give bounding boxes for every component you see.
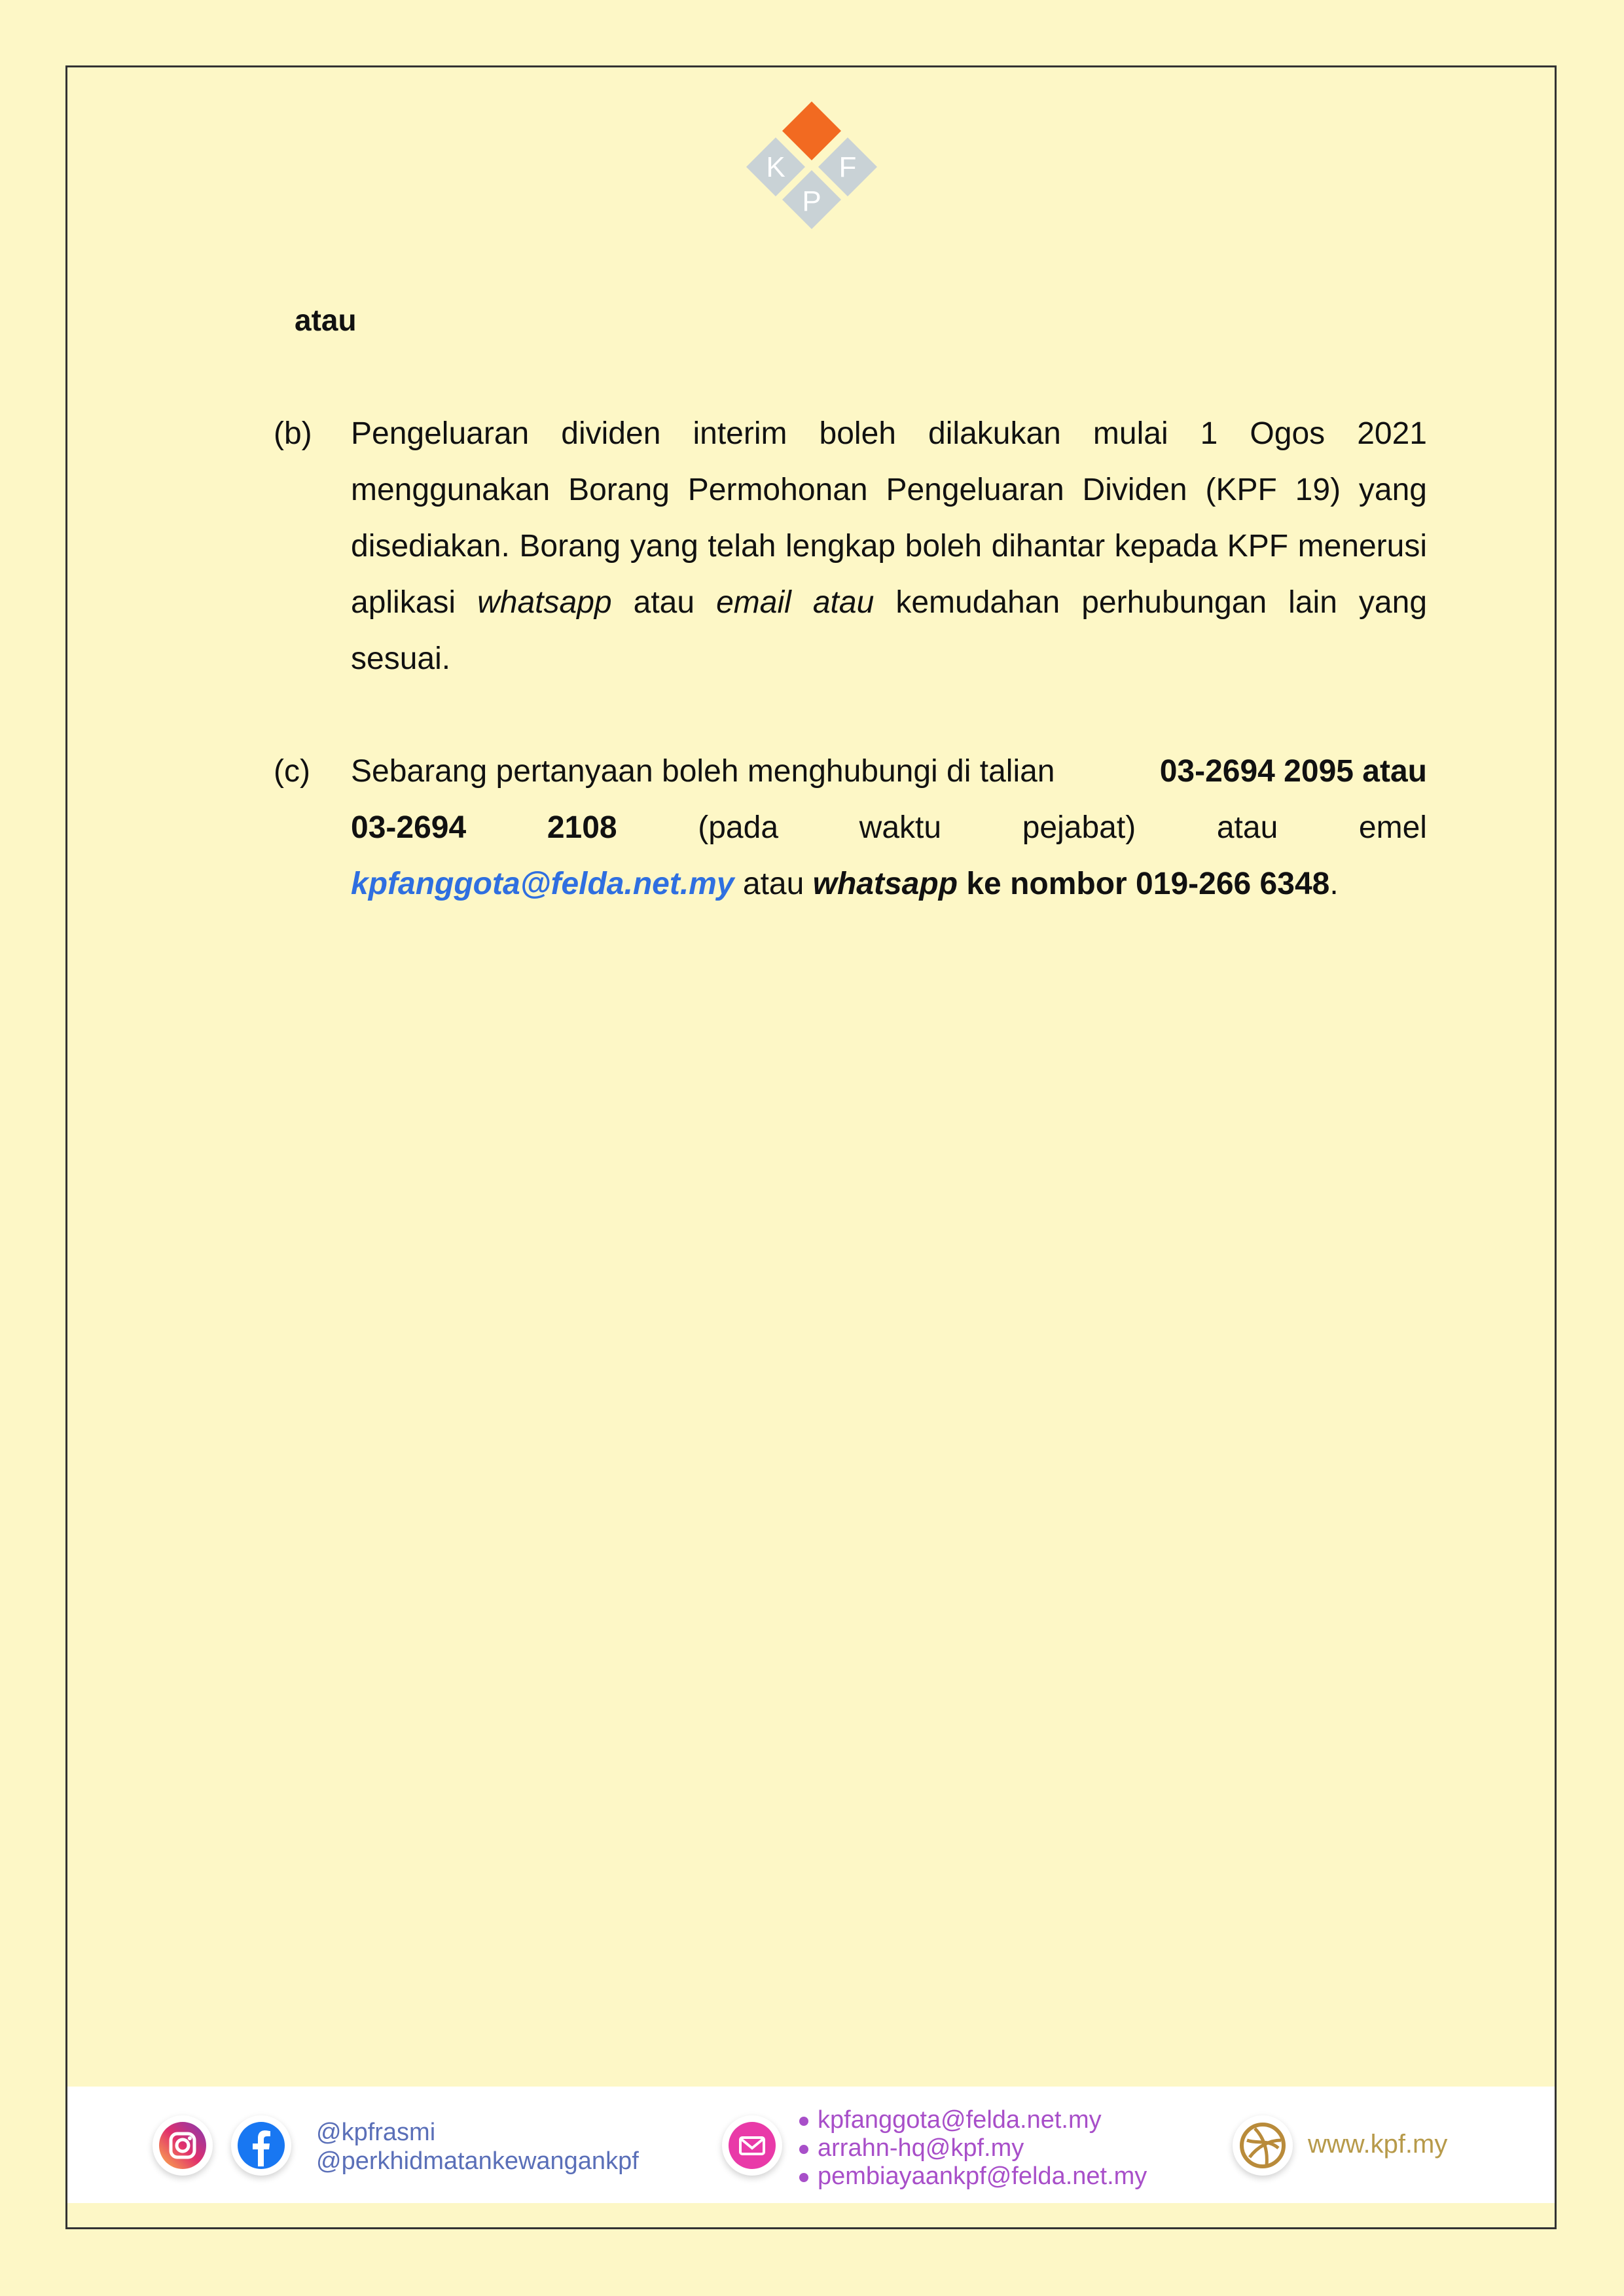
svg-text:F: F bbox=[839, 151, 857, 183]
item-c-line-1: Sebarang pertanyaan boleh menghubungi di talian 03-2694 2095 atau bbox=[351, 754, 1427, 789]
instagram-handle[interactable]: @kpfrasmi bbox=[316, 2119, 436, 2146]
email-list-item[interactable]: arrahn-hq@kpf.my bbox=[799, 2134, 1147, 2162]
kpf-logo bbox=[736, 98, 887, 239]
item-marker: (b) bbox=[274, 416, 312, 451]
social-handles bbox=[316, 2118, 639, 2176]
item-marker: (c) bbox=[274, 754, 310, 789]
website-icon[interactable] bbox=[1233, 2115, 1293, 2176]
email-list bbox=[799, 2106, 1147, 2191]
item-b-text: Pengeluaran dividen interim boleh dilakukan mulai 1 Ogos 2021 menggunakan Borang Permohonan Pengeluaran Dividen (KPF 19) yang disediakan. Borang yang telah lengkap boleh dihantar kepada KPF menerusi aplikasi whatsapp atau email atau kemudahan perhubungan lain yang sesuai. bbox=[351, 416, 1428, 676]
svg-text:K: K bbox=[766, 151, 785, 183]
facebook-icon[interactable] bbox=[231, 2115, 291, 2176]
email-list-item[interactable]: kpfanggota@felda.net.my bbox=[799, 2106, 1147, 2134]
item-c-line-3: kpfanggota@felda.net.my atau whatsapp ke nombor 019-266 6348. bbox=[351, 867, 1339, 901]
item-c-line-2: 03-2694 2108 (pada waktu pejabat) atau emel bbox=[351, 810, 1427, 845]
item-c-text bbox=[351, 744, 1427, 912]
email-link[interactable]: kpfanggota@felda.net.my bbox=[351, 867, 734, 901]
website-link[interactable]: www.kpf.my bbox=[1308, 2130, 1448, 2159]
footer-contact-bar bbox=[67, 2087, 1555, 2203]
page-border bbox=[65, 65, 1557, 2229]
facebook-handle[interactable]: @perkhidmatankewangankpf bbox=[316, 2147, 639, 2175]
mail-icon[interactable] bbox=[722, 2115, 782, 2176]
list-item-c bbox=[274, 744, 1427, 912]
instagram-icon[interactable] bbox=[153, 2115, 213, 2176]
email-list-item[interactable]: pembiayaankpf@felda.net.my bbox=[799, 2162, 1147, 2191]
list-item-b bbox=[274, 406, 1427, 687]
svg-text:P: P bbox=[802, 185, 821, 217]
heading-atau: atau bbox=[295, 303, 357, 337]
